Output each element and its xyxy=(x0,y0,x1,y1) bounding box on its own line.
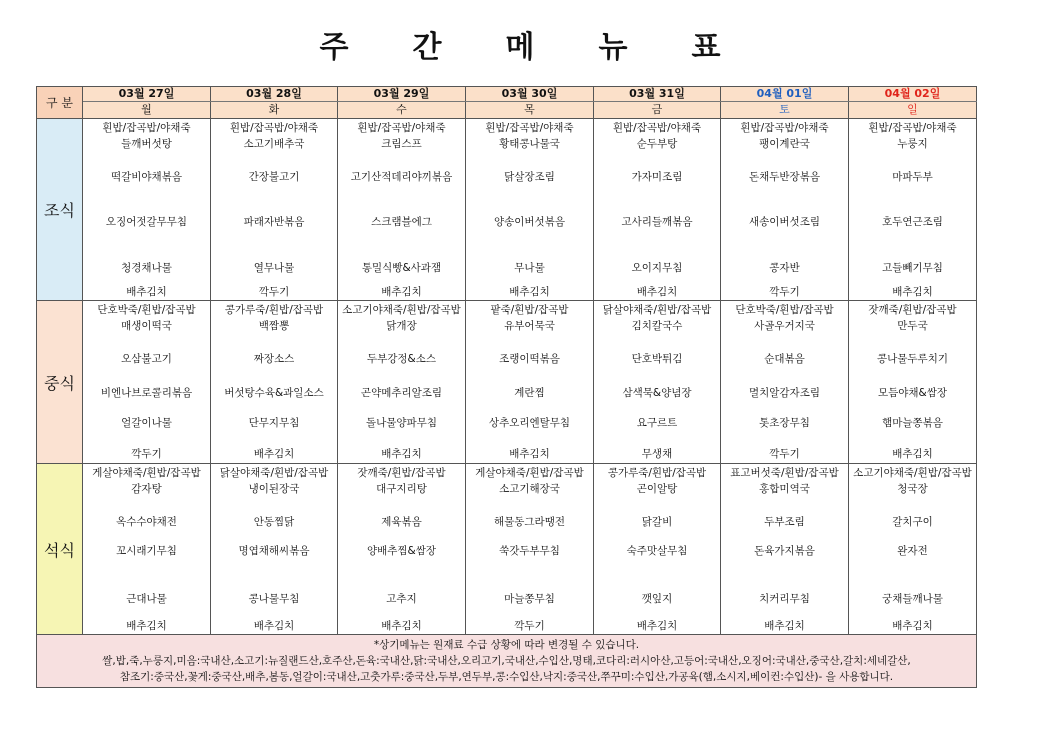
dish-item: 오징어젓갈무무침 xyxy=(105,216,188,228)
dish-item: 삼색묵&양념장 xyxy=(622,387,692,399)
weekday-header xyxy=(83,102,211,119)
date-header xyxy=(594,87,721,102)
dish-item: 소고기해장국 xyxy=(499,483,560,495)
dish-item: 배추김치 xyxy=(126,286,167,298)
date-label: 03월 29일 xyxy=(373,87,430,100)
dish-item: 열무나물 xyxy=(253,262,295,274)
dish-item: 배추김치 xyxy=(253,620,295,632)
weekday-header xyxy=(849,102,977,119)
dish-item: 순두부탕 xyxy=(636,138,678,150)
dish-item: 닭살야채죽/흰밥/잡곡밥 xyxy=(219,467,329,479)
date-header xyxy=(849,87,977,102)
dish-item: 옥수수야채전 xyxy=(116,516,177,528)
dish-item: 소고기야채죽/흰밥/잡곡밥 xyxy=(853,467,972,479)
dish-item: 김치칼국수 xyxy=(631,320,683,332)
notice-box xyxy=(37,635,977,688)
date-header xyxy=(83,87,211,102)
dish-item: 단무지무침 xyxy=(248,417,300,429)
dish-item: 마늘쫑무침 xyxy=(504,593,555,605)
dish-item: 꼬시래기무침 xyxy=(116,545,177,557)
weekday-label: 일 xyxy=(907,103,918,116)
date-header xyxy=(466,87,594,102)
weekday-label: 월 xyxy=(141,103,152,116)
dish-item: 가자미조림 xyxy=(631,171,683,183)
dish-item: 배추김치 xyxy=(253,448,295,460)
date-label: 04월 01일 xyxy=(756,87,813,100)
dish-item: 닭개장 xyxy=(386,320,417,332)
dish-item: 순대볶음 xyxy=(764,353,805,365)
weekday-label: 금 xyxy=(651,103,663,116)
dish-item: 홍합미역국 xyxy=(759,483,810,495)
dish-item: 갈치구이 xyxy=(892,516,933,528)
date-label: 04월 02일 xyxy=(884,87,941,100)
dish-item: 단호박튀김 xyxy=(631,353,683,365)
dish-item: 감자탕 xyxy=(131,483,162,495)
dish-item: 비엔나브로콜리볶음 xyxy=(100,387,193,399)
dish-item: 배추김치 xyxy=(509,286,550,298)
dish-item: 배추김치 xyxy=(636,286,678,298)
dish-item: 돈채두반장볶음 xyxy=(748,171,820,183)
dish-item: 새송이버섯조림 xyxy=(748,216,820,228)
date-header xyxy=(338,87,466,102)
weekday-header xyxy=(721,102,849,119)
dish-item: 돌나물양파무침 xyxy=(365,417,437,429)
dish-item: 잣깨죽/흰밥/잡곡밥 xyxy=(357,467,446,479)
weekday-label: 토 xyxy=(779,103,790,116)
meal-row-dinner xyxy=(37,464,977,635)
dish-item: 해물동그라땡전 xyxy=(493,516,565,528)
dish-item: 숙주맛살무침 xyxy=(626,545,688,557)
dish-item: 짜장소스 xyxy=(253,353,295,365)
dish-item: 청경채나물 xyxy=(121,262,172,274)
dish-item: 스크램블에그 xyxy=(371,216,432,228)
dish-item: 배추김치 xyxy=(381,286,422,298)
dish-item: 깻잎지 xyxy=(641,593,673,605)
dish-item: 표고버섯죽/흰밥/잡곡밥 xyxy=(730,467,839,479)
weekly-menu-table xyxy=(36,86,977,688)
menu-cell xyxy=(466,119,594,301)
notice-line: 참조기:중국산,꽃게:중국산,배추,봄동,얼갈이:국내산,고춧가루:중국산,두부,연두부,콩:수입산,낙지:중국산,쭈꾸미:수입산,가공육(햄,소시지,베이컨:수입산)- 을 사용합니다. xyxy=(119,671,894,683)
menu-cell xyxy=(466,301,594,464)
dish-item: 배추김치 xyxy=(636,620,678,632)
weekday-header xyxy=(594,102,721,119)
dish-item: 고추지 xyxy=(386,593,417,605)
dish-item: 콩자반 xyxy=(769,262,800,274)
menu-cell xyxy=(594,301,721,464)
menu-cell xyxy=(594,119,721,301)
page-title xyxy=(0,22,1040,66)
dish-item: 깍두기 xyxy=(131,448,162,460)
dish-item: 안동찜닭 xyxy=(253,516,295,528)
dish-item: 오삼불고기 xyxy=(121,353,172,365)
dish-item: 사골우거지국 xyxy=(754,320,815,332)
dish-item: 콩가루죽/흰밥/잡곡밥 xyxy=(224,304,324,316)
dish-item: 유부어묵국 xyxy=(504,320,555,332)
dish-item: 콩나물두루치기 xyxy=(876,353,948,365)
dish-item: 콩나물무침 xyxy=(248,593,300,605)
dish-item: 콩가루죽/흰밥/잡곡밥 xyxy=(607,467,707,479)
menu-cell xyxy=(83,119,211,301)
weekday-header xyxy=(211,102,338,119)
dish-item: 요구르트 xyxy=(636,417,678,429)
dish-item: 돈육가지볶음 xyxy=(754,545,815,557)
menu-cell xyxy=(338,301,466,464)
dish-item: 깍두기 xyxy=(769,448,800,460)
dish-item: 배추김치 xyxy=(509,448,550,460)
dish-item: 들깨버섯탕 xyxy=(121,138,172,150)
meal-row-breakfast xyxy=(37,119,977,301)
dish-item: 톳초장무침 xyxy=(759,417,810,429)
dish-item: 무나물 xyxy=(514,262,545,274)
date-label: 03월 28일 xyxy=(246,87,302,100)
weekday-label: 수 xyxy=(396,103,407,116)
date-header xyxy=(721,87,849,102)
dish-item: 흰밥/잡곡밥/야채죽 xyxy=(229,122,319,134)
dish-item: 게살야채죽/흰밥/잡곡밥 xyxy=(92,467,201,479)
dish-item: 오이지무침 xyxy=(631,262,683,274)
dish-item: 누룽지 xyxy=(897,138,928,150)
dish-item: 배추김치 xyxy=(764,620,805,632)
menu-cell xyxy=(211,301,338,464)
dish-item: 간장불고기 xyxy=(248,171,300,183)
dish-item: 소고기배추국 xyxy=(243,138,305,150)
dish-item: 근대나물 xyxy=(126,593,167,605)
menu-cell xyxy=(721,119,849,301)
dish-item: 배추김치 xyxy=(381,620,422,632)
dish-item: 고기산적데리야끼볶음 xyxy=(350,171,453,183)
dish-item: 곤약메추리알조림 xyxy=(360,387,443,399)
dish-item: 통밀식빵&사과잼 xyxy=(361,262,442,274)
dish-item: 흰밥/잡곡밥/야채죽 xyxy=(740,122,829,134)
dish-item: 쑥갓두부무침 xyxy=(499,545,560,557)
dish-item: 버섯탕수육&과일소스 xyxy=(224,387,324,399)
weekday-header xyxy=(466,102,594,119)
menu-cell xyxy=(83,301,211,464)
dish-item: 팥죽/흰밥/잡곡밥 xyxy=(490,304,569,316)
dish-item: 상추오리엔탈무침 xyxy=(488,417,571,429)
meal-row-lunch xyxy=(37,301,977,464)
dish-item: 조랭이떡볶음 xyxy=(499,353,560,365)
dish-item: 떡갈비야채볶음 xyxy=(110,171,182,183)
menu-cell xyxy=(721,464,849,635)
dish-item: 흰밥/잡곡밥/야채죽 xyxy=(485,122,574,134)
dish-item: 깍두기 xyxy=(258,286,290,298)
dish-item: 마파두부 xyxy=(892,171,933,183)
dish-item: 배추김치 xyxy=(126,620,167,632)
dish-item: 두부강정&소스 xyxy=(366,353,437,365)
dish-item: 배추김치 xyxy=(892,286,933,298)
date-label: 03월 31일 xyxy=(629,87,685,100)
dish-item: 모듬야채&쌈장 xyxy=(877,387,948,399)
header-label: 구 분 xyxy=(37,87,83,119)
dish-item: 명엽채해씨볶음 xyxy=(238,545,310,557)
title-char: 뉴 xyxy=(598,30,628,65)
dish-item: 깍두기 xyxy=(769,286,800,298)
dish-item: 흰밥/잡곡밥/야채죽 xyxy=(102,122,191,134)
dish-item: 파래자반볶음 xyxy=(243,216,305,228)
weekday-header xyxy=(338,102,466,119)
dish-item: 계란찜 xyxy=(514,387,545,399)
dish-item: 얼갈이나물 xyxy=(121,417,172,429)
weekday-label: 화 xyxy=(268,103,280,116)
menu-cell xyxy=(338,119,466,301)
date-label: 03월 30일 xyxy=(501,87,558,100)
date-label: 03월 27일 xyxy=(118,87,175,100)
dish-item: 멸치알감자조림 xyxy=(748,387,820,399)
dish-item: 팽이계란국 xyxy=(759,138,810,150)
menu-cell xyxy=(338,464,466,635)
menu-cell xyxy=(83,464,211,635)
title-char: 주 xyxy=(319,30,349,65)
dish-item: 궁채들깨나물 xyxy=(882,593,943,605)
dish-item: 게살야채죽/흰밥/잡곡밥 xyxy=(475,467,584,479)
dish-item: 황태콩나물국 xyxy=(499,138,560,150)
dish-item: 무생채 xyxy=(641,448,673,460)
dish-item: 소고기야채죽/흰밥/잡곡밥 xyxy=(342,304,461,316)
menu-cell xyxy=(211,119,338,301)
dish-item: 제육볶음 xyxy=(381,516,422,528)
menu-cell xyxy=(721,301,849,464)
notice-line: *상기메뉴는 원재료 수급 상황에 따라 변경될 수 있습니다. xyxy=(373,639,640,651)
dish-item: 배추김치 xyxy=(892,620,933,632)
dish-item: 배추김치 xyxy=(381,448,422,460)
meal-label: 석식 xyxy=(37,464,83,635)
dish-item: 양송이버섯볶음 xyxy=(493,216,565,228)
meal-label: 중식 xyxy=(37,301,83,464)
menu-cell xyxy=(849,119,977,301)
dish-item: 햄마늘쫑볶음 xyxy=(882,417,943,429)
dish-item: 배추김치 xyxy=(892,448,933,460)
menu-cell xyxy=(466,464,594,635)
menu-cell xyxy=(211,464,338,635)
menu-cell xyxy=(594,464,721,635)
dish-item: 청국장 xyxy=(897,483,928,495)
dish-item: 흰밥/잡곡밥/야채죽 xyxy=(612,122,702,134)
menu-cell xyxy=(849,301,977,464)
dish-item: 단호박죽/흰밥/잡곡밥 xyxy=(97,304,196,316)
dish-item: 완자전 xyxy=(897,545,928,557)
dish-item: 닭살장조림 xyxy=(504,171,555,183)
dish-item: 깍두기 xyxy=(514,620,545,632)
dish-item: 매생이떡국 xyxy=(121,320,172,332)
dish-item: 두부조림 xyxy=(764,516,805,528)
dish-item: 고사리들깨볶음 xyxy=(621,216,693,228)
meal-label: 조식 xyxy=(37,119,83,301)
dish-item: 냉이된장국 xyxy=(248,483,300,495)
date-header xyxy=(211,87,338,102)
dish-item: 단호박죽/흰밥/잡곡밥 xyxy=(735,304,834,316)
dish-item: 대구지리탕 xyxy=(376,483,427,495)
menu-cell xyxy=(849,464,977,635)
notice-line: 쌀,밥,죽,누룽지,미음:국내산,소고기:뉴질랜드산,호주산,돈육:국내산,닭:국내산,오리고기,국내산,수입산,명태,코다리:러시아산,고등어:국내산,오징어:국내산,중국산,갈치:세네갈산, xyxy=(102,655,911,667)
dish-item: 잣깨죽/흰밥/잡곡밥 xyxy=(868,304,957,316)
dish-item: 크림스프 xyxy=(381,138,422,150)
dish-item: 흰밥/잡곡밥/야채죽 xyxy=(357,122,446,134)
title-char: 표 xyxy=(691,30,721,65)
dish-item: 백짬뽕 xyxy=(258,320,290,332)
dish-item: 닭갈비 xyxy=(641,516,673,528)
dish-item: 고들빼기무침 xyxy=(882,262,943,274)
dish-item: 만두국 xyxy=(897,320,928,332)
dish-item: 치커리무침 xyxy=(759,593,810,605)
weekday-label: 목 xyxy=(524,103,535,116)
title-char: 간 xyxy=(412,30,442,65)
dish-item: 흰밥/잡곡밥/야채죽 xyxy=(868,122,957,134)
dish-item: 호두연근조림 xyxy=(882,216,943,228)
dish-item: 곤이알탕 xyxy=(636,483,678,495)
title-char: 메 xyxy=(505,30,535,65)
dish-item: 양배추찜&쌈장 xyxy=(366,545,437,557)
dish-item: 닭살야채죽/흰밥/잡곡밥 xyxy=(602,304,712,316)
